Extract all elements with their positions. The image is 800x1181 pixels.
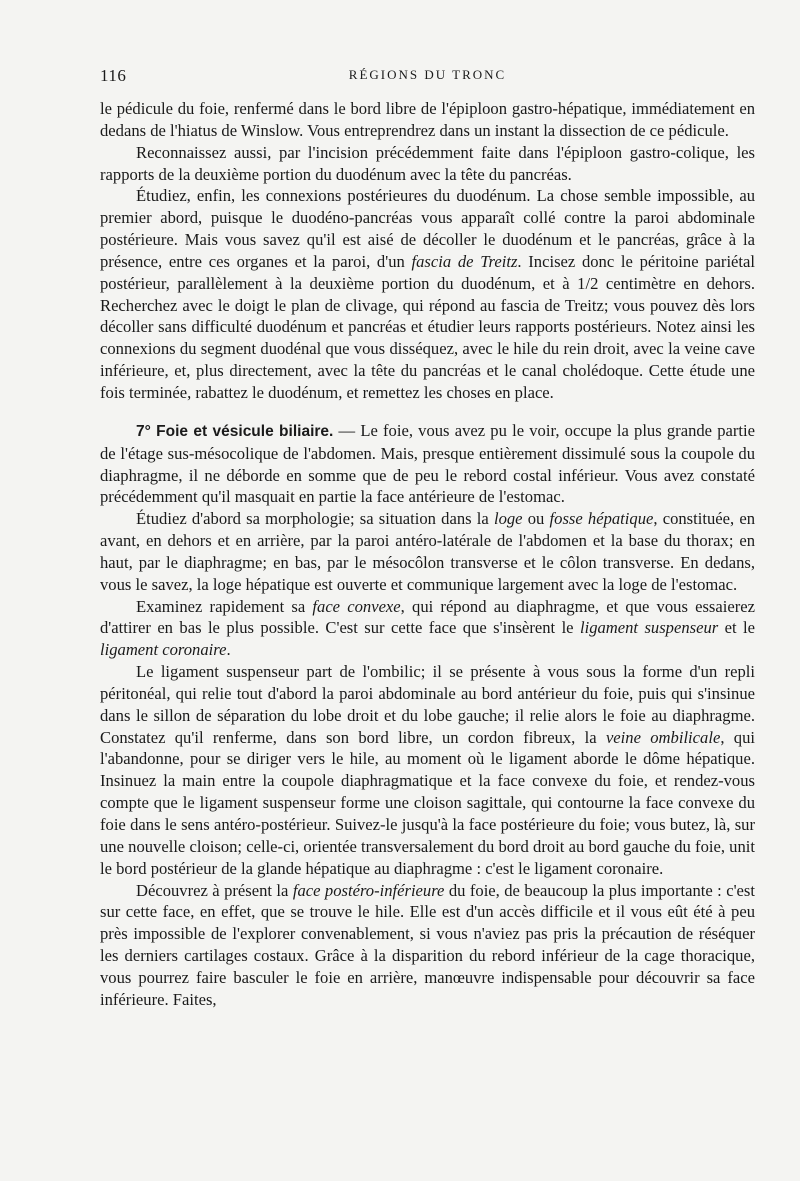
paragraph: [100, 596, 755, 662]
page-number: 116: [100, 66, 127, 85]
paragraph: [100, 142, 755, 186]
italic-term: ligament coronaire: [100, 640, 227, 660]
italic-term: veine ombilicale: [605, 727, 721, 747]
text-run: Examinez rapidement sa: [136, 596, 313, 616]
text-run: .: [226, 640, 231, 660]
body-text: [100, 98, 755, 1011]
text-run: du foie, de beaucoup la plus importante : c'est sur cette face, en effet, que se trouve le hile. Elle est d'un accès difficile et il vous eût été à peu près impossible de l'explorer convenablement, si vous n'aviez pas pris la précaution de réséquer les derniers cartilages costaux. Grâce à la disparition du rebord inférieur de la cage thoracique, vous pourrez faire basculer le foie en arrière, manœuvre indispensable pour découvrir sa face inférieure. Faites,: [100, 880, 755, 1009]
italic-term: fosse hépatique: [549, 509, 654, 529]
paragraph: [100, 661, 755, 879]
italic-term: face postéro-inférieure: [292, 880, 445, 900]
paragraph: [100, 508, 755, 595]
text-run: Reconnaissez aussi, par l'incision précédemment faite dans l'épiploon gastro-colique, les rapports de la deuxième portion du duodénum avec la tête du pancréas.: [100, 142, 755, 184]
section-gap: [100, 404, 755, 420]
italic-term: face convexe: [312, 596, 401, 616]
text-run: ou: [522, 509, 550, 529]
text-run: . Incisez donc le péritoine pariétal postérieur, parallèlement à la deuxième portion du duodénum, et à 1/2 centimètre en dehors. Recherchez avec le doigt le plan de clivage, qui répond au fascia de Treitz; vous pouvez dès lors décoller sans difficulté duodénum et pancréas et étudier leurs rapports postérieurs. Notez ainsi les connexions du segment duodénal que vous disséquez, avec le hile du rein droit, avec la veine cave inférieure, et, plus directement, avec la tête du pancréas et le canal cholédoque. Cette étude une fois terminée, rabattez le duodénum, et remettez les choses en place.: [100, 251, 756, 402]
italic-term: fascia de Treitz: [411, 251, 518, 271]
text-run: et le: [718, 618, 756, 638]
running-head: RÉGIONS DU TRONC: [348, 67, 507, 82]
text-run: Étudiez d'abord sa morphologie; sa situation dans la: [136, 509, 494, 529]
paragraph: [100, 185, 755, 403]
text-run: Étudiez, enfin, les connexions postérieures du duodénum. La chose semble impossible, au premier abord, puisque le duodéno-pancréas vous apparaît collé contre la paroi abdominale postérieure. Mais vous savez qu'il est aisé de décoller le duodénum et le pancréas, grâce à la présence, entre ces organes et la paroi, d'un: [100, 186, 755, 271]
italic-term: ligament suspenseur: [579, 618, 719, 638]
text-run: — Le foie, vous avez pu le voir, occupe la plus grande partie de l'étage sus-mésocolique de l'abdomen. Mais, presque entièrement dissimulé sous la coupole du diaphragme, il ne déborde en somme que de peu le rebord costal inférieur. Vous avez constaté précédemment qu'il masquait en partie la face antérieure de l'estomac.: [100, 420, 755, 507]
paragraph: [100, 420, 755, 508]
text-run: , qui répond au diaphragme, et que vous essaierez d'attirer en bas le plus possible. C'est sur cette face que s'insèrent le: [100, 596, 755, 638]
italic-term: loge: [493, 509, 523, 529]
paragraph: [100, 98, 755, 142]
text-run: , constituée, en avant, en dehors et en arrière, par la paroi antéro-latérale de l'abdomen et la base du thorax; en haut, par le diaphragme; en bas, par le mésocôlon transverse et le côlon transverse. En dedans, vous le savez, la loge hépatique est ouverte et communique largement avec la loge de l'estomac.: [100, 509, 755, 594]
section-heading: 7° Foie et vésicule biliaire.: [136, 422, 334, 440]
text-run: , qui l'abandonne, pour se diriger vers le hile, au moment où le ligament aborde le dôme hépatique. Insinuez la main entre la coupole diaphragmatique et la face convexe du foie, et rendez-vous compte que le ligament suspenseur forme une cloison sagittale, qui contourne la face convexe du foie dans le sens antéro-postérieur. Suivez-le jusqu'à la face postérieure du foie; vous butez, là, sur une nouvelle cloison; celle-ci, orientée transversalement du bord droit au bord gauche du foie, unit le bord postérieur de la glande hépatique au diaphragme : c'est le ligament coronaire.: [100, 727, 755, 878]
page-header: [100, 66, 755, 88]
text-run: Le ligament suspenseur part de l'ombilic; il se présente à vous sous la forme d'un repli péritonéal, qui relie tout d'abord la paroi abdominale au bord antérieur du foie, puis qui s'insinue dans le sillon de séparation du lobe droit et du lobe gauche; il relie alors le foie au diaphragme. Constatez qu'il renferme, dans son bord libre, un cordon fibreux, la: [100, 662, 755, 747]
text-run: le pédicule du foie, renfermé dans le bord libre de l'épiploon gastro-hépatique, immédiatement en dedans de l'hiatus de Winslow. Vous entreprendrez dans un instant la dissection de ce pédicule.: [100, 99, 755, 140]
text-run: Découvrez à présent la: [136, 880, 293, 900]
paragraph: [100, 880, 755, 1011]
